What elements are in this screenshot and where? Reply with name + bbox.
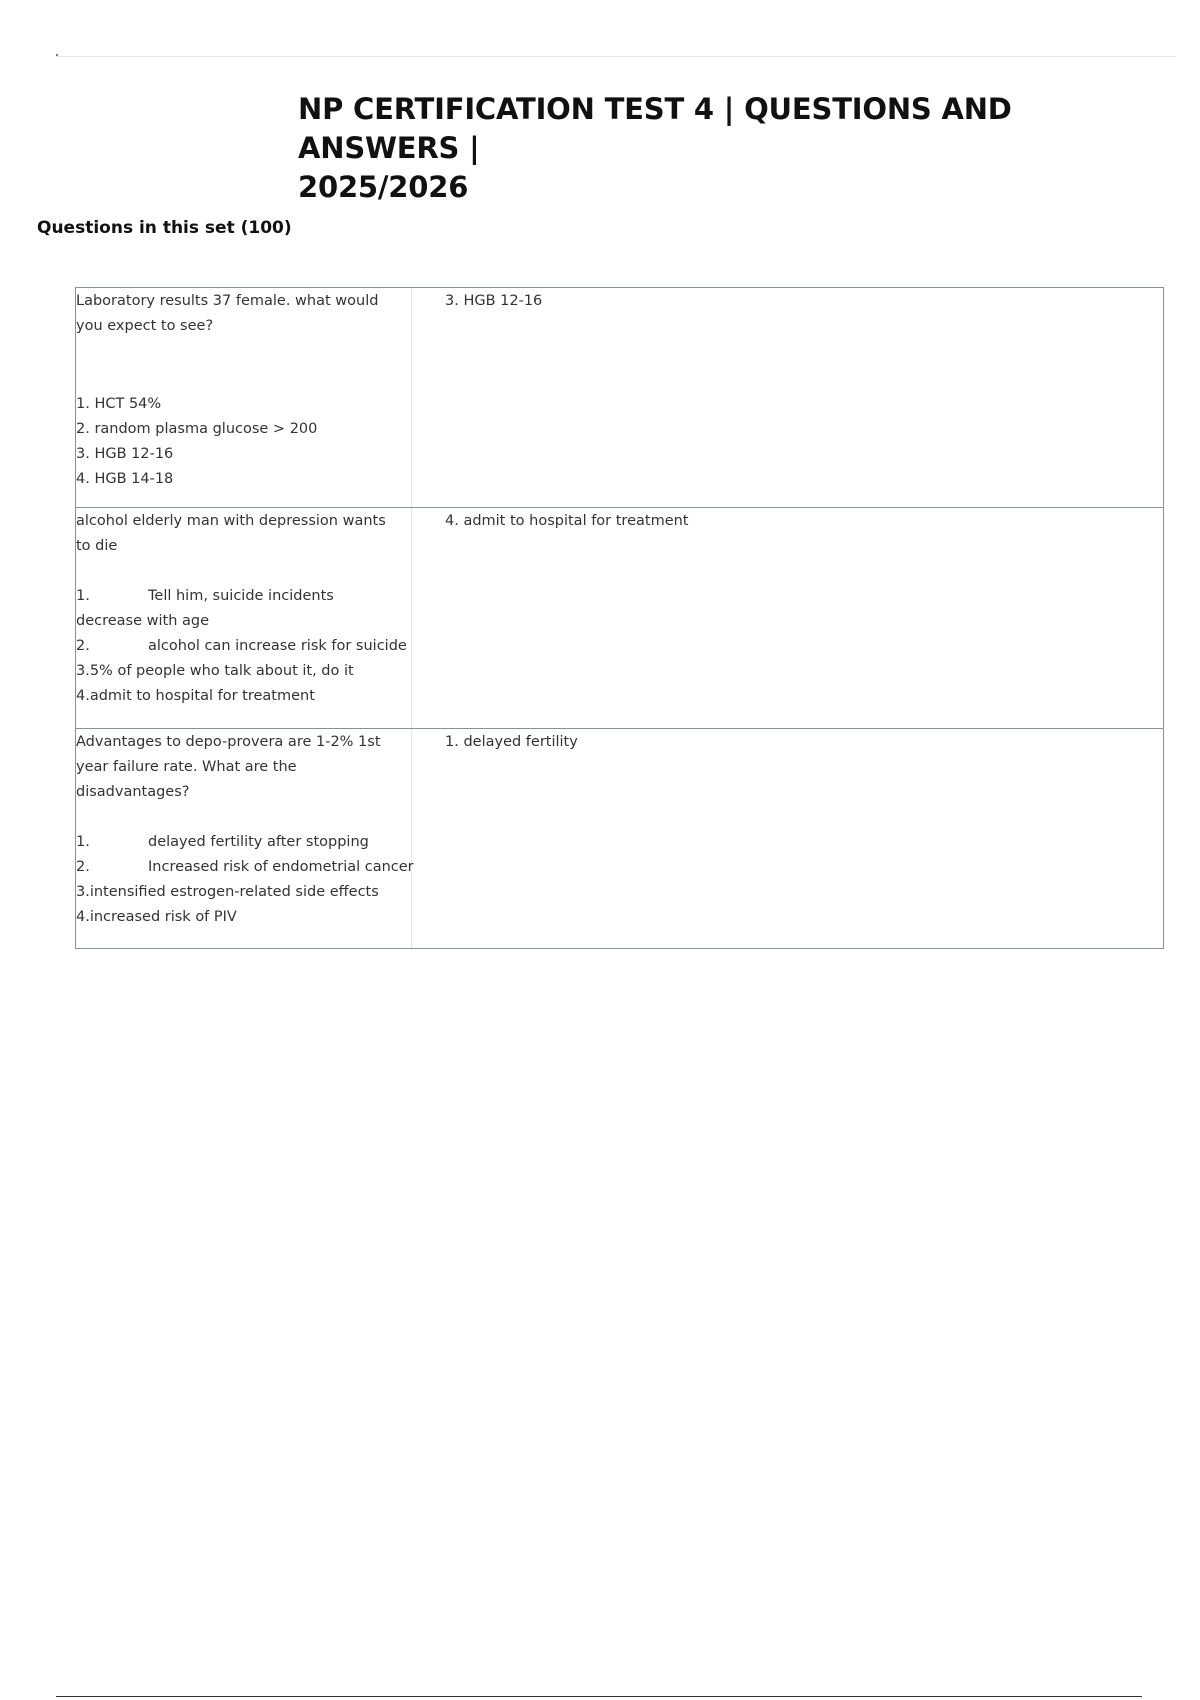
answer-option-continued: decrease with age: [76, 613, 210, 629]
table-row: [76, 729, 1163, 948]
header-divider: [56, 56, 1176, 57]
answer-option: 1. Tell him, suicide incidents: [76, 588, 334, 604]
question-text: year failure rate. What are the: [76, 759, 297, 775]
answer-cell: [412, 729, 1163, 948]
question-text: Advantages to depo-provera are 1-2% 1st: [76, 734, 381, 750]
question-text: disadvantages?: [76, 784, 190, 800]
answer-option: 2. Increased risk of endometrial cancer: [76, 859, 414, 875]
answer-option: 2. alcohol can increase risk for suicide: [76, 638, 407, 654]
question-text: alcohol elderly man with depression wants: [76, 513, 386, 529]
answer-option: 4. HGB 14-18: [76, 471, 174, 487]
footer-divider: [56, 1696, 1142, 1697]
question-count-label: Questions in this set (100): [37, 218, 292, 238]
table-row: [76, 508, 1163, 729]
question-cell: [76, 729, 412, 948]
question-text: to die: [76, 538, 118, 554]
title-line-2: 2025/2026: [298, 170, 469, 204]
table-row: [76, 288, 1163, 508]
question-cell: [76, 288, 412, 507]
answer-option: 3.5% of people who talk about it, do it: [76, 663, 354, 679]
question-text: Laboratory results 37 female. what would: [76, 293, 379, 309]
question-answer-table: [75, 287, 1164, 949]
title-line-1: NP CERTIFICATION TEST 4 | QUESTIONS AND ANSWERS |: [298, 92, 1012, 165]
correct-answer: 1. delayed fertility: [445, 734, 578, 750]
answer-option: 1. delayed fertility after stopping: [76, 834, 369, 850]
answer-option: 1. HCT 54%: [76, 396, 162, 412]
answer-option: 3.intensified estrogen-related side effects: [76, 884, 379, 900]
correct-answer: 4. admit to hospital for treatment: [445, 513, 689, 529]
question-text: you expect to see?: [76, 318, 214, 334]
answer-option: 4.increased risk of PIV: [76, 909, 237, 925]
answer-option: 4.admit to hospital for treatment: [76, 688, 315, 704]
correct-answer: 3. HGB 12-16: [445, 293, 543, 309]
answer-cell: [412, 288, 1163, 507]
answer-cell: [412, 508, 1163, 728]
question-cell: [76, 508, 412, 728]
answer-option: 3. HGB 12-16: [76, 446, 174, 462]
document-title: [298, 90, 1178, 207]
answer-option: 2. random plasma glucose > 200: [76, 421, 318, 437]
